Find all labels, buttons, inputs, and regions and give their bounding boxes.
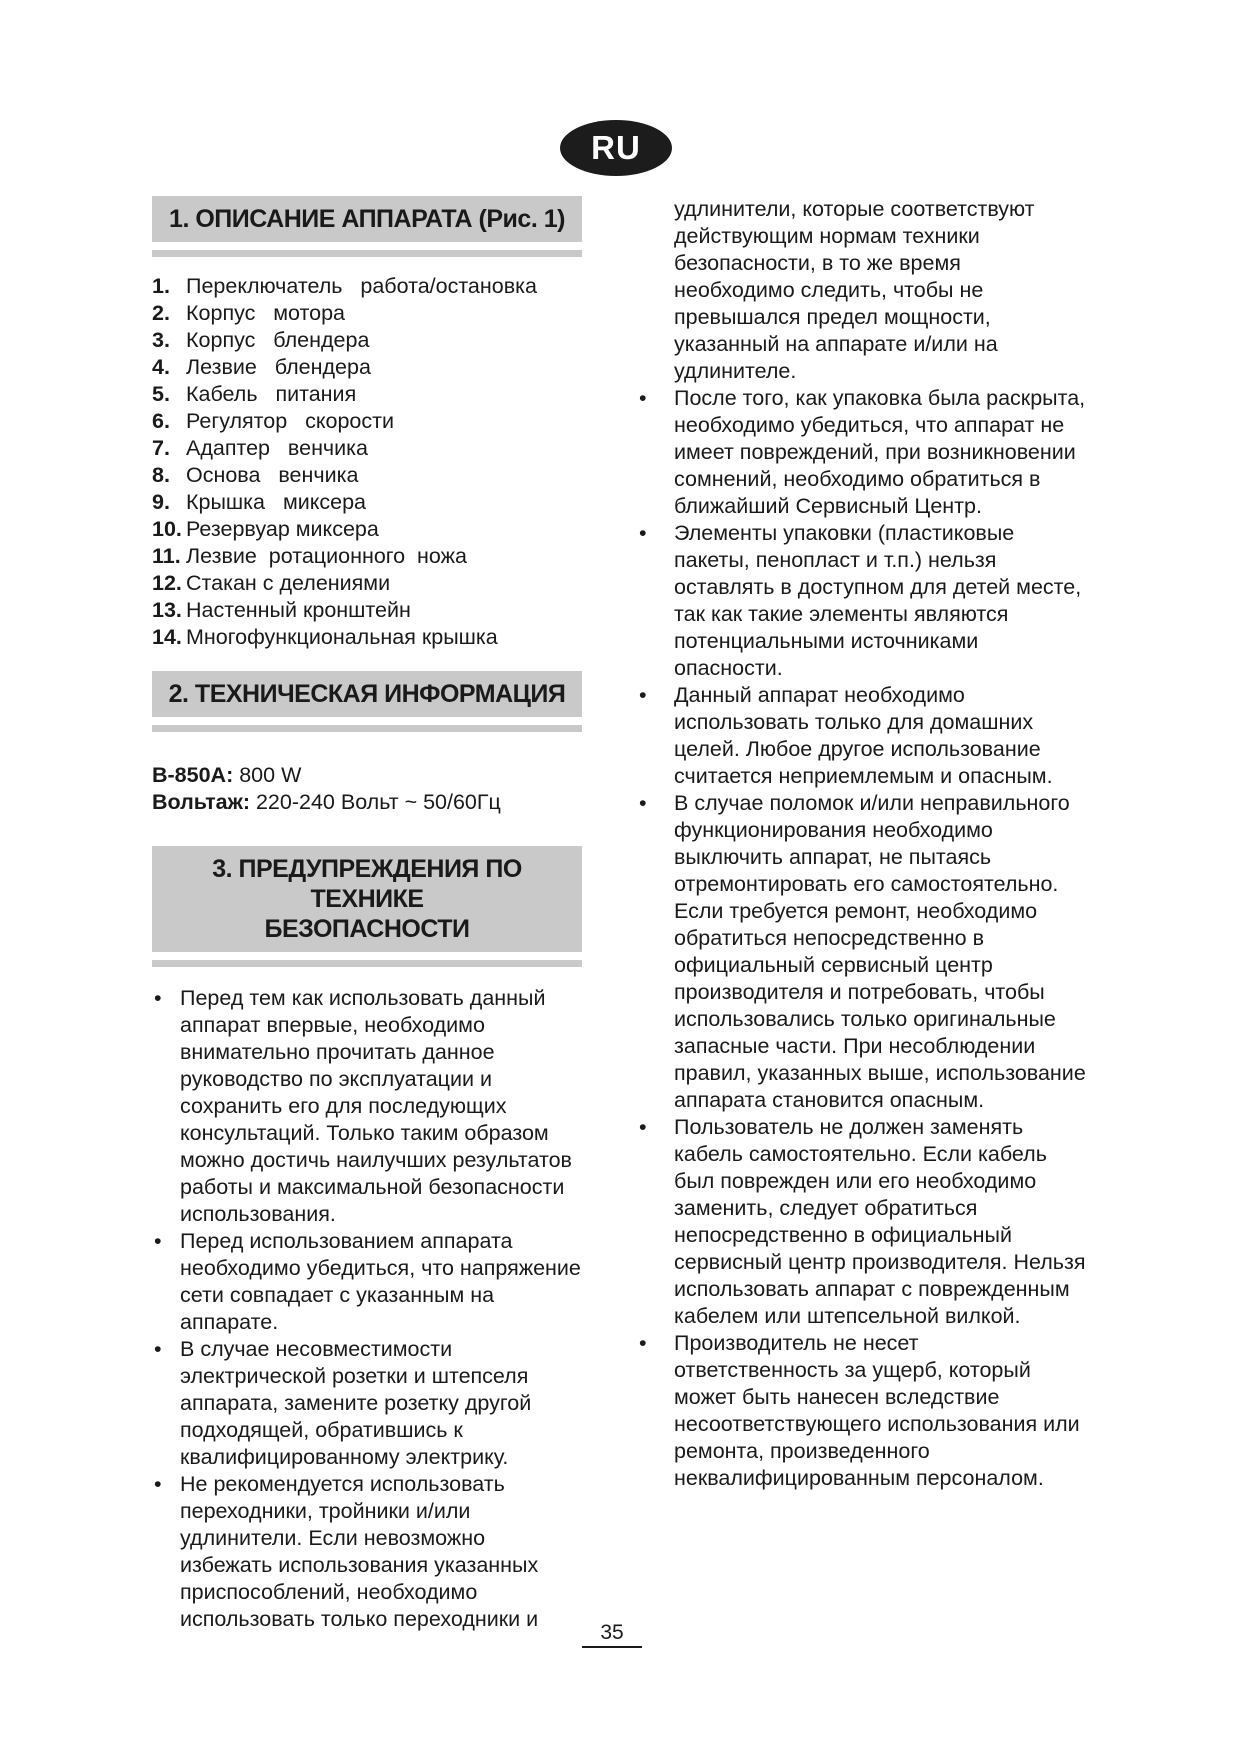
list-item-number: 4. [152,355,170,379]
list-item-number: 14. [152,625,182,649]
bullet-text: В случае несовместимости электрической розетки и штепселя аппарата, замените розетку другой подходящей, обратившись к квалифицированному электрику. [180,1337,532,1469]
list-item-text: Резервуар миксера [186,517,379,541]
list-item-number: 6. [152,409,170,433]
bullet-item [152,1228,582,1336]
list-item [152,543,582,570]
list-item-number: 2. [152,301,170,325]
bullet-icon: • [639,683,647,707]
list-item [152,381,582,408]
list-item-text: Адаптер венчика [186,436,368,460]
list-item-text: Настенный кронштейн [186,598,411,622]
list-item-number: 13. [152,598,182,622]
list-item-text: Многофункциональная крышка [186,625,498,649]
bullet-item [152,1336,582,1471]
spec-model-label: B-850A: [152,763,234,787]
bullet-icon: • [154,1337,162,1361]
list-item [152,570,582,597]
section-1-heading: 1. ОПИСАНИЕ АППАРАТА (Рис. 1) [152,196,582,242]
list-item-text: Корпус блендера [186,328,370,352]
spec-model [152,762,582,789]
list-item-number: 11. [152,544,181,568]
bullet-text: Перед использованием аппарата необходимо убедиться, что напряжение сети совпадает с указанным на аппарате. [180,1229,581,1334]
bullet-text: Пользователь не должен заменять кабель самостоятельно. Если кабель был поврежден или его необходимо заменить, следует обратиться непосредственно в официальный сервисный центр производителя. Нельзя использовать аппарат с поврежденным кабелем или штепсельной вилкой. [674,1115,1086,1328]
bullet-item [637,682,1087,790]
list-item-number: 3. [152,328,170,352]
bullet-text: Перед тем как использовать данный аппарат впервые, необходимо внимательно прочитать данное руководство по эксплуатации и сохранить его для последующих консультаций. Только таким образом можно достичь наилучших результатов работы и максимальной безопасности использования. [180,986,572,1226]
page-number: 35 [582,1620,642,1648]
list-item [152,597,582,624]
left-column [152,196,582,1633]
spec-voltage-value: 220-240 Вольт ~ 50/60Гц [250,790,501,814]
bullet-item [637,520,1087,682]
bullet-icon: • [154,1229,162,1253]
spec-voltage-label: Вольтаж: [152,790,250,814]
list-item-number: 5. [152,382,170,406]
list-item-number: 12. [152,571,182,595]
list-item-text: Кабель питания [186,382,357,406]
bullet-item [637,385,1087,520]
safety-list-left [152,985,582,1633]
list-item [152,354,582,381]
bullet-text: После того, как упаковка была раскрыта, необходимо убедиться, что аппарат не имеет повреждений, при возникновении сомнений, необходимо обратиться в ближайший Сервисный Центр. [674,386,1086,518]
bullet-item [152,985,582,1228]
bullet-item [637,790,1087,1114]
bullet-text: Не рекомендуется использовать переходники, тройники и/или удлинители. Если невозможно избежать использования указанных приспособлений, необходимо использовать только переходники и [180,1472,539,1631]
list-item-number: 1. [152,274,170,298]
list-item [152,516,582,543]
section-3-heading-line2: БЕЗОПАСНОСТИ [264,915,470,943]
bullet-icon: • [639,386,647,410]
parts-list [152,273,582,651]
bullet-text: Элементы упаковки (пластиковые пакеты, пенопласт и т.п.) нельзя оставлять в доступном для детей месте, так как такие элементы являются потенциальными источниками опасности. [674,521,1082,680]
spec-model-value: 800 W [233,763,302,787]
bullet-text: Данный аппарат необходимо использовать только для домашних целей. Любое другое использование считается неприемлемым и опасным. [674,683,1053,788]
section-divider [152,250,582,257]
list-item [152,489,582,516]
list-item-number: 9. [152,490,170,514]
list-item [152,435,582,462]
spec-voltage [152,789,582,816]
list-item-number: 7. [152,436,170,460]
bullet-icon: • [639,1115,647,1139]
bullet-icon: • [639,791,647,815]
continued-paragraph: удлинители, которые соответствуют действующим нормам техники безопасности, в то же время необходимо следить, чтобы не превышался предел мощности, указанный на аппарате и/или на удлинителе. [674,197,1035,383]
section-divider [152,960,582,967]
list-item-number: 8. [152,463,170,487]
bullet-item [637,1114,1087,1330]
section-3-heading [152,846,582,952]
list-item [152,273,582,300]
list-item-text: Корпус мотора [186,301,346,325]
right-column [637,196,1087,1492]
bullet-icon: • [154,1472,162,1496]
list-item-number: 10. [152,517,182,541]
tech-specs [152,762,582,816]
safety-list-right [637,385,1087,1492]
list-item [152,300,582,327]
list-item-text: Лезвие блендера [186,355,371,379]
list-item-text: Переключатель работа/остановка [186,274,537,298]
list-item [152,624,582,651]
bullet-icon: • [639,521,647,545]
language-badge: RU [560,120,672,176]
list-item-text: Стакан с делениями [186,571,391,595]
section-2-heading: 2. ТЕХНИЧЕСКАЯ ИНФОРМАЦИЯ [152,671,582,717]
bullet-icon: • [639,1331,647,1355]
list-item-text: Регулятор скорости [186,409,394,433]
list-item [152,462,582,489]
section-3-heading-line1: 3. ПРЕДУПРЕЖДЕНИЯ ПО ТЕХНИКЕ [212,855,522,913]
bullet-text: Производитель не несет ответственность за ущерб, который может быть нанесен вследствие несоответствующего использования или ремонта, произведенного неквалифицированным персоналом. [674,1331,1080,1490]
bullet-text: В случае поломок и/или неправильного функционирования необходимо выключить аппарат, не пытаясь отремонтировать его самостоятельно. Если требуется ремонт, необходимо обратиться непосредственно в официальный сервисный центр производителя и потребовать, чтобы использовались только оригинальные запасные части. При несоблюдении правил, указанных выше, использование аппарата становится опасным. [674,791,1086,1112]
list-item [152,327,582,354]
list-item-text: Лезвие ротационного ножа [186,544,467,568]
list-item-text: Основа венчика [186,463,359,487]
list-item-text: Крышка миксера [186,490,366,514]
section-divider [152,725,582,732]
list-item [152,408,582,435]
bullet-icon: • [154,986,162,1010]
bullet-item [637,1330,1087,1492]
bullet-item [152,1471,582,1633]
